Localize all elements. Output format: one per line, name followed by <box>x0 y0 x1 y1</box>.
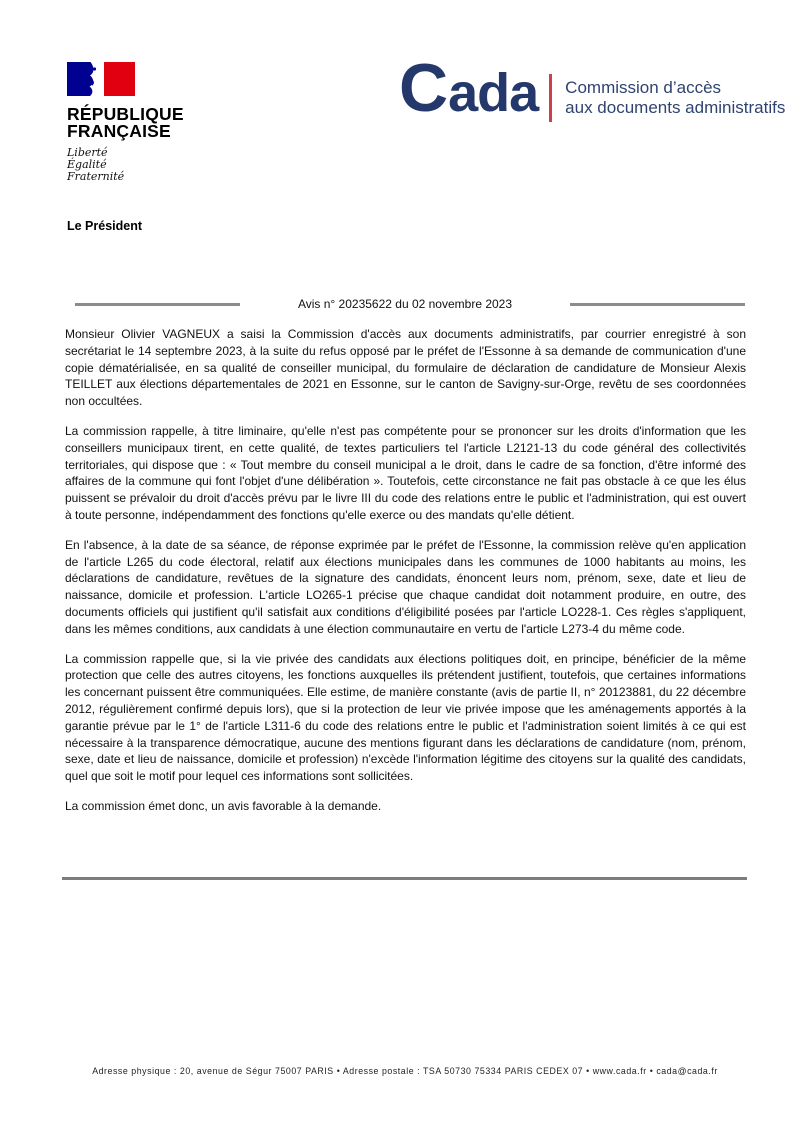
republic-motto <box>67 147 184 183</box>
letter-closing-paragraph: La commission émet donc, un avis favorable à la demande. <box>65 798 382 813</box>
sender-title: Le Président <box>67 219 143 233</box>
motto-liberte: Liberté <box>67 146 108 159</box>
republic-name-line1: RÉPUBLIQUE <box>67 104 184 124</box>
republic-name <box>67 106 184 140</box>
cada-logo <box>399 50 786 132</box>
bottom-separator-rule <box>62 877 747 880</box>
letter-paragraph-4: La commission rappelle que, si la vie privée des candidats aux élections politiques doit, en principe, bénéficier de la même protection que celle des autres citoyens, les fonctions auxquelles ils prétendent justifient, toutefois, que certaines informations les concernant puissent être communiquées. Elle estime, de manière constante (avis de partie II, n° 20123881, du 22 décembre 2012, régulièrement confirmé depuis lors), que si la protection de leur vie privée impose que les aménagements apportés à la garantie prévue par le 1° de l'article L311-6 du code des relations entre le public et l'administration soient limités à ce qui est nécessaire à la transparence démocratique, aucune des mentions figurant dans les déclarations de candidature (nom, prénom, sexe, date et lieu de naissance, domicile et profession) n'excède l'information légitime des citoyens sur la qualité des candidats, quel que soit le motif pour lequel ces informations sont sollicitées. <box>65 651 746 784</box>
avis-title-rule-right <box>570 303 745 306</box>
cada-tagline-line1: Commission d’accès <box>565 77 722 97</box>
republique-francaise-logo <box>67 60 184 183</box>
letter-paragraph-2: La commission rappelle, à titre liminaire, qu'elle n'est pas compétente pour se prononcer sur les droits d'information que les conseillers municipaux tirent, en cette qualité, de textes particuliers tel l'article L2121-13 du code général des collectivités territoriales, qui dispose que : « Tout membre du conseil municipal a le droit, dans le cadre de sa fonction, d'être informé des affaires de la commune qui font l'objet d'une délibération ». Toutefois, cette circonstance ne fait pas obstacle à ce que les élus puissent se prévaloir du droit d'accès prévu par le livre III du code des relations entre le public et l'administration, qui est ouvert à toute personne, indépendamment des fonctions qu'elle exerce ou des mandats qu'elle détient. <box>65 423 746 522</box>
avis-title: Avis n° 20235622 du 02 novembre 2023 <box>297 297 513 311</box>
cada-wordmark <box>399 50 539 132</box>
motto-fraternite: Fraternité <box>67 170 125 183</box>
letter-paragraph-3: En l'absence, à la date de sa séance, de réponse exprimée par le préfet de l'Essonne, la commission relève qu'en application de l'article L265 du code électoral, relatif aux élections municipales dans les communes de 1000 habitants au moins, les déclarations de candidature, revêtues de la signature des candidats, énoncent leurs nom, prénom, sexe, date et lieu de naissance, domicile et profession. L'article LO265-1 précise que chaque candidat doit notamment produire, en outre, des documents officiels qui justifient qu'il satisfait aux conditions d'éligibilité posées par l'article LO228-1. Ces règles s'appliquent, dans les mêmes conditions, aux candidats à une élection communautaire en vertu de l'article L273-4 du même code. <box>65 537 746 636</box>
cada-logo-divider <box>549 74 552 122</box>
cada-tagline-line2: aux documents administratifs <box>565 97 786 117</box>
letter-paragraph-1: Monsieur Olivier VAGNEUX a saisi la Commission d'accès aux documents administratifs, par courrier enregistré à son secrétariat le 14 septembre 2023, à la suite du refus opposé par le préfet de l'Essonne à sa demande de communication d'une copie dématérialisée, en sa qualité de conseiller municipal, du formulaire de déclaration de candidature de Monsieur Alexis TEILLET aux élections départementales de 2021 en Essonne, sur le canton de Savigny-sur-Orge, revêtu de ses coordonnées non occultées. <box>65 327 746 409</box>
republic-name-line2: FRANÇAISE <box>67 121 171 141</box>
avis-title-rule-left <box>75 303 240 306</box>
marianne-flag-icon <box>67 60 184 103</box>
footer-address: Adresse physique : 20, avenue de Ségur 75007 PARIS • Adresse postale : TSA 50730 75334 PARIS CEDEX 07 • www.cada.fr • cada@cada.fr <box>92 1066 718 1076</box>
motto-egalite: Égalité <box>67 158 107 171</box>
cada-wordmark-initial: C <box>399 50 449 126</box>
avis-title-row <box>75 297 745 311</box>
letter-body <box>65 326 746 828</box>
cada-tagline <box>565 78 785 118</box>
cada-wordmark-rest: ada <box>448 63 539 123</box>
